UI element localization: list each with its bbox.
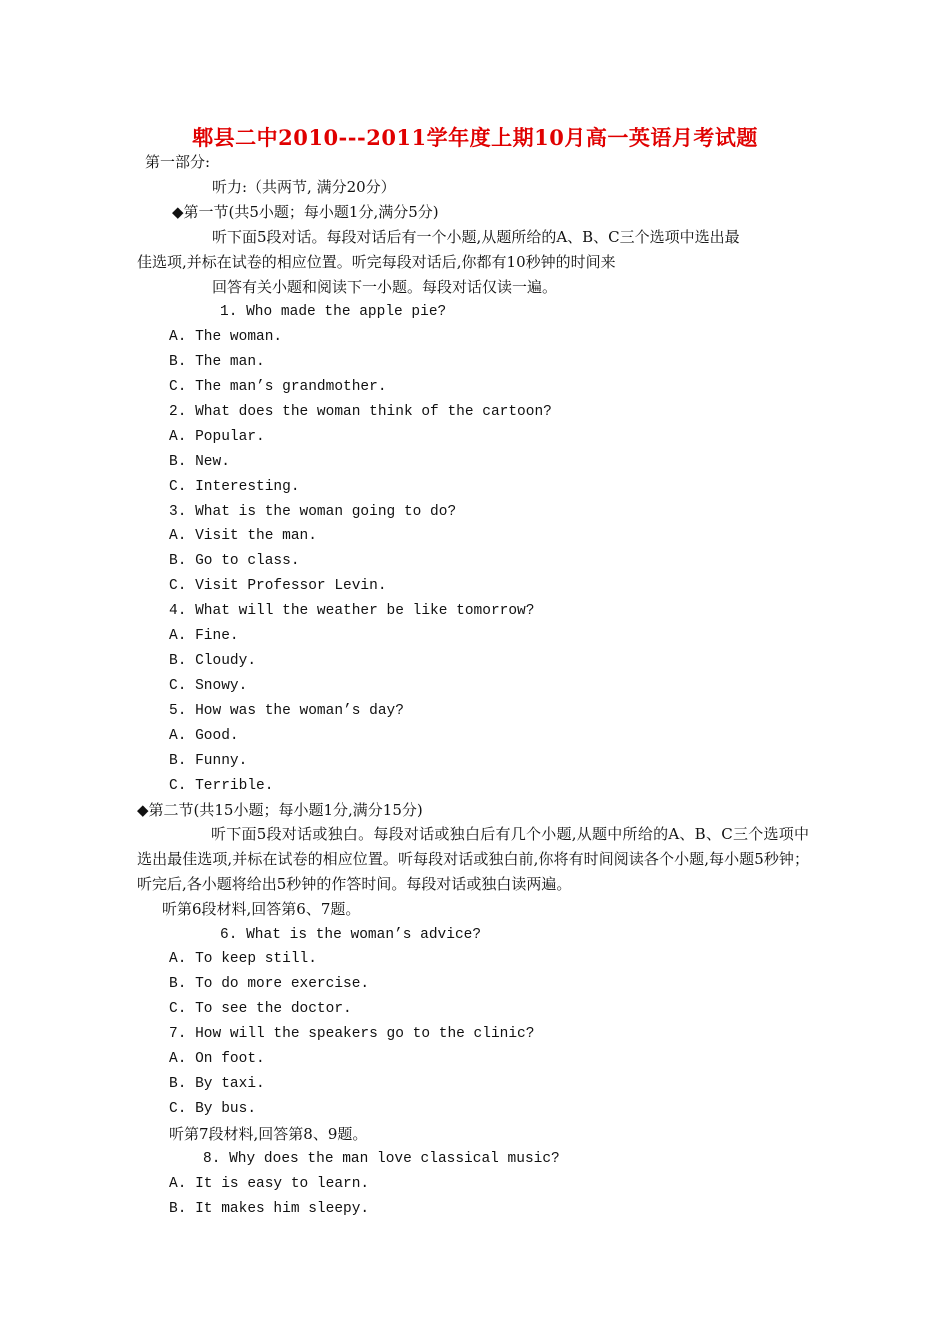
section2-instructions: 听下面5段对话或独白。每段对话或独白后有几个小题,从题中所给的A、B、C三个选项中选出最佳选项,并标在试卷的相应位置。听每段对话或独白前,你将有时间阅读各个小题,每小题5秒钟；听完后,各小题将给出5秒钟的作答时间。每段对话或独白读两遍。 [137, 825, 809, 893]
option-6c: C. To see the doctor. [169, 1001, 352, 1017]
option-3c: C. Visit Professor Levin. [169, 578, 387, 594]
option-5c: C. Terrible. [169, 778, 274, 794]
option-6a: A. To keep still. [169, 951, 317, 967]
question-6: 6. What is the woman’s advice? [220, 927, 482, 943]
option-7c: C. By bus. [169, 1101, 257, 1117]
option-7a: A. On foot. [169, 1051, 265, 1067]
option-2c: C. Interesting. [169, 479, 300, 495]
listening-header: 听力:（共两节, 满分20分） [212, 178, 396, 196]
section2-header: ◆第二节(共15小题；每小题1分,满分15分) [137, 801, 423, 819]
option-5a: A. Good. [169, 728, 239, 744]
option-2b: B. New. [169, 454, 230, 470]
question-5: 5. How was the woman’s day? [169, 703, 404, 719]
section1-header: ◆第一节(共5小题；每小题1分,满分5分) [172, 203, 439, 221]
section1-instructions-line1: 听下面5段对话。每段对话后有一个小题,从题所给的A、B、C三个选项中选出最 [212, 228, 740, 246]
section1-instructions-line2: 佳选项,并标在试卷的相应位置。听完每段对话后,你都有10秒钟的时间来 [137, 253, 616, 271]
question-3: 3. What is the woman going to do? [169, 504, 457, 520]
option-7b: B. By taxi. [169, 1076, 265, 1092]
option-8b: B. It makes him sleepy. [169, 1201, 370, 1217]
section1-instructions-line3: 回答有关小题和阅读下一小题。每段对话仅读一遍。 [212, 278, 558, 296]
question-2: 2. What does the woman think of the cartoon? [169, 404, 552, 420]
question-8: 8. Why does the man love classical music? [203, 1151, 560, 1167]
option-4b: B. Cloudy. [169, 653, 257, 669]
question-4: 4. What will the weather be like tomorrow? [169, 603, 535, 619]
option-1b: B. The man. [169, 354, 265, 370]
option-3b: B. Go to class. [169, 553, 300, 569]
option-3a: A. Visit the man. [169, 528, 317, 544]
option-4a: A. Fine. [169, 628, 239, 644]
material-6-instruction: 听第6段材料,回答第6、7题。 [162, 900, 361, 918]
part-label: 第一部分: [145, 153, 211, 171]
page-title: 郫县二中2010---2011学年度上期10月高一英语月考试题 [192, 125, 758, 150]
option-8a: A. It is easy to learn. [169, 1176, 370, 1192]
option-1c: C. The man’s grandmother. [169, 379, 387, 395]
option-5b: B. Funny. [169, 753, 248, 769]
option-6b: B. To do more exercise. [169, 976, 370, 992]
material-7-instruction: 听第7段材料,回答第8、9题。 [169, 1125, 368, 1143]
question-1: 1. Who made the apple pie? [220, 304, 447, 320]
option-1a: A. The woman. [169, 329, 283, 345]
option-2a: A. Popular. [169, 429, 265, 445]
option-4c: C. Snowy. [169, 678, 248, 694]
question-7: 7. How will the speakers go to the clinic? [169, 1026, 535, 1042]
